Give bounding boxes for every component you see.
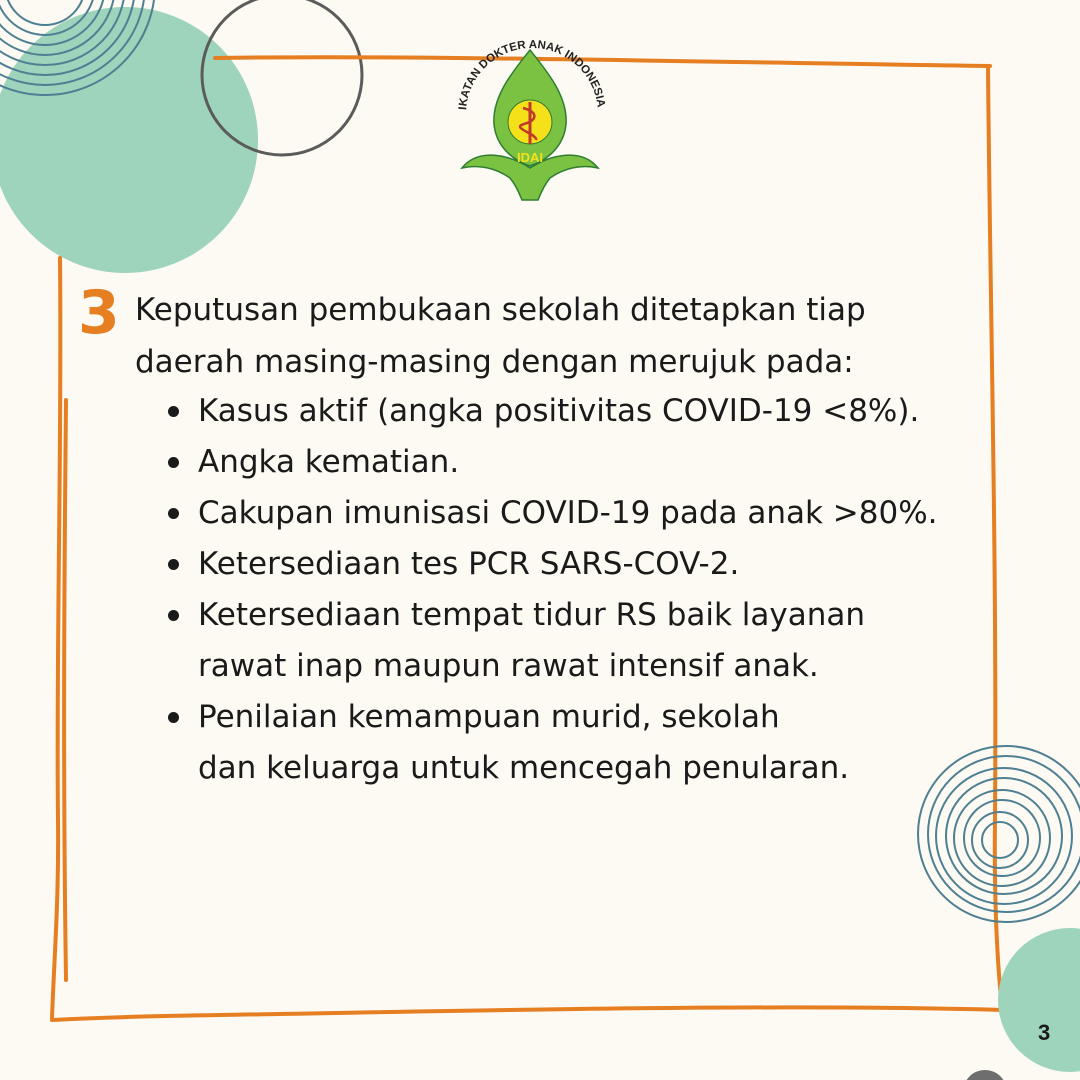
step-number: 3 — [78, 278, 120, 348]
criteria-text-continued: rawat inap maupun rawat intensif anak. — [198, 648, 819, 684]
criteria-text: Penilaian kemampuan murid, sekolah — [198, 699, 780, 735]
bullet-icon — [168, 559, 179, 570]
gray-dot-bottom — [963, 1070, 1007, 1080]
criteria-text: Ketersediaan tes PCR SARS-COV-2. — [198, 546, 740, 582]
bullet-icon — [168, 406, 179, 417]
criteria-text: Cakupan imunisasi COVID-19 pada anak >80%. — [198, 495, 938, 531]
logo-arc-text: IKATAN DOKTER ANAK INDONESIA — [457, 38, 607, 111]
criteria-item — [166, 386, 996, 437]
bullet-icon — [168, 610, 179, 621]
idai-logo — [448, 18, 612, 202]
mint-circle-bottom-right — [998, 928, 1080, 1072]
logo-badge-text: IDAI — [517, 150, 543, 165]
criteria-item — [166, 590, 996, 692]
bullet-icon — [168, 457, 179, 468]
intro-text — [135, 284, 1015, 388]
criteria-item — [166, 539, 996, 590]
criteria-text: Angka kematian. — [198, 444, 460, 480]
intro-line-1: Keputusan pembukaan sekolah ditetapkan tiap — [135, 292, 866, 328]
criteria-text: Kasus aktif (angka positivitas COVID-19 <8%). — [198, 393, 920, 429]
page-number: 3 — [1038, 1020, 1051, 1045]
criteria-item — [166, 437, 996, 488]
criteria-text-continued: dan keluarga untuk mencegah penularan. — [198, 750, 850, 786]
bullet-icon — [168, 712, 179, 723]
bullet-icon — [168, 508, 179, 519]
criteria-text: Ketersediaan tempat tidur RS baik layanan — [198, 597, 866, 633]
criteria-item — [166, 692, 996, 794]
criteria-list — [166, 386, 996, 794]
intro-line-2: daerah masing-masing dengan merujuk pada: — [135, 344, 854, 380]
mint-circle-top-left — [0, 7, 258, 273]
criteria-item — [166, 488, 996, 539]
